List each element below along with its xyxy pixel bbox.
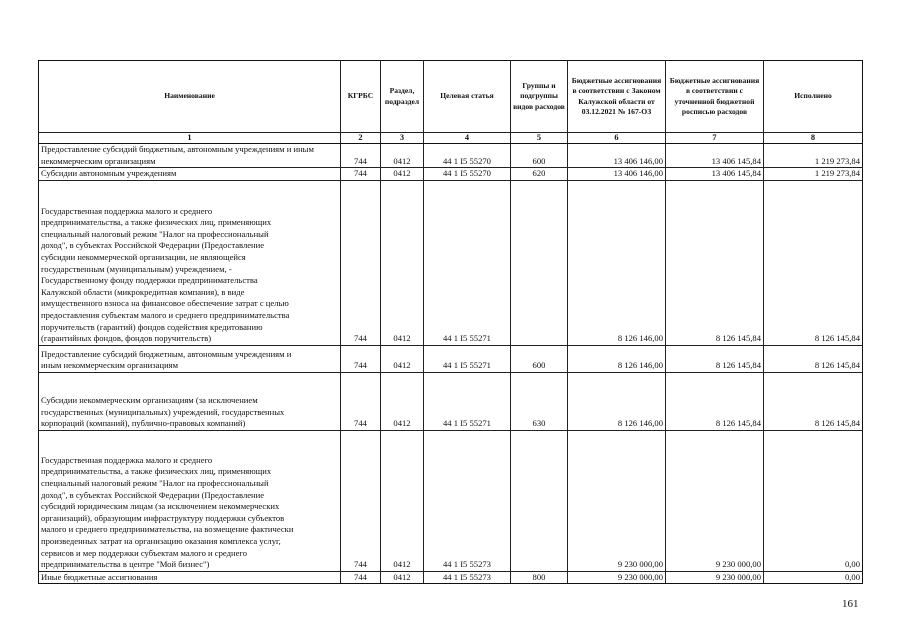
row-law-amount: 8 126 146,00 xyxy=(568,372,666,430)
page-number: 161 xyxy=(842,598,859,610)
column-number: 4 xyxy=(424,133,511,144)
table-row xyxy=(39,571,863,584)
table-row xyxy=(39,180,863,345)
column-header-refined: Бюджетные ассигнования в соответствии с уточненной бюджетной росписью расходов xyxy=(666,61,764,133)
table-row xyxy=(39,168,863,181)
row-law-amount: 13 406 146,00 xyxy=(568,144,666,168)
row-kgrbs: 744 xyxy=(341,168,381,181)
row-refined-amount: 13 406 145,84 xyxy=(666,168,764,181)
row-section: 0412 xyxy=(381,430,424,571)
column-number: 5 xyxy=(511,133,568,144)
column-header-law: Бюджетные ассигнования в соответствии с Законом Калужской области от 03.12.2021 № 167-ОЗ xyxy=(568,61,666,133)
row-name: Предоставление субсидий бюджетным, автономным учреждениям и иным некоммерческим организациям xyxy=(39,345,341,372)
row-done-amount: 0,00 xyxy=(764,430,863,571)
table-row xyxy=(39,372,863,430)
row-target: 44 1 I5 55273 xyxy=(424,571,511,584)
row-kgrbs: 744 xyxy=(341,345,381,372)
column-number: 1 xyxy=(39,133,341,144)
column-header-section: Раздел, подраздел xyxy=(381,61,424,133)
row-name: Государственная поддержка малого и среднего предпринимательства, а также физических лиц, применяющих специальный налоговый режим "Налог на профессиональный доход", в субъектах Российской Федерации (Предоставление субсидии некоммерческой организации, не являющейся государственным (муниципальным) учреждением, - Государственному фонду поддержки предпринимательства Калужской области (микрокредитная компания), в виде имущественного взноса на финансовое обеспечение затрат с целью предоставления субъектам малого и среднего предпринимательства поручительств (гарантий) фондов содействия кредитованию (гарантийных фондов, фондов поручительств) xyxy=(39,180,341,345)
row-kgrbs: 744 xyxy=(341,144,381,168)
row-law-amount: 8 126 146,00 xyxy=(568,180,666,345)
table-row xyxy=(39,345,863,372)
row-kgrbs: 744 xyxy=(341,430,381,571)
row-refined-amount: 8 126 145,84 xyxy=(666,372,764,430)
row-done-amount: 8 126 145,84 xyxy=(764,345,863,372)
table-row xyxy=(39,430,863,571)
column-number: 8 xyxy=(764,133,863,144)
column-header-done: Исполнено xyxy=(764,61,863,133)
row-group: 630 xyxy=(511,372,568,430)
row-refined-amount: 9 230 000,00 xyxy=(666,430,764,571)
row-target: 44 1 I5 55271 xyxy=(424,345,511,372)
row-target: 44 1 I5 55271 xyxy=(424,372,511,430)
row-done-amount: 0,00 xyxy=(764,571,863,584)
row-law-amount: 9 230 000,00 xyxy=(568,571,666,584)
row-name: Государственная поддержка малого и среднего предпринимательства, а также физических лиц, применяющих специальный налоговый режим "Налог на профессиональный доход", в субъектах Российской Федерации (Предоставление субсидий юридическим лицам (за исключением некоммерческих организаций), образующим инфраструктуру поддержки субъектов малого и среднего предпринимательства, на возмещение фактически произведенных затрат на организацию оказания комплекса услуг, сервисов и мер поддержки субъектам малого и среднего предпринимательства в центре "Мой бизнес") xyxy=(39,430,341,571)
row-refined-amount: 13 406 145,84 xyxy=(666,144,764,168)
row-kgrbs: 744 xyxy=(341,571,381,584)
table-header-row xyxy=(39,61,863,133)
column-number: 3 xyxy=(381,133,424,144)
row-law-amount: 13 406 146,00 xyxy=(568,168,666,181)
row-target: 44 1 I5 55270 xyxy=(424,144,511,168)
row-group: 620 xyxy=(511,168,568,181)
column-number: 7 xyxy=(666,133,764,144)
row-target: 44 1 I5 55273 xyxy=(424,430,511,571)
column-header-target: Целевая статья xyxy=(424,61,511,133)
row-name: Иные бюджетные ассигнования xyxy=(39,571,341,584)
row-name: Субсидии некоммерческим организациям (за исключением государственных (муниципальных) учреждений, государственных корпораций (компаний), публично-правовых компаний) xyxy=(39,372,341,430)
column-header-name: Наименование xyxy=(39,61,341,133)
row-group: 600 xyxy=(511,144,568,168)
table-row xyxy=(39,144,863,168)
row-kgrbs: 744 xyxy=(341,180,381,345)
row-section: 0412 xyxy=(381,372,424,430)
row-section: 0412 xyxy=(381,571,424,584)
row-section: 0412 xyxy=(381,345,424,372)
row-law-amount: 9 230 000,00 xyxy=(568,430,666,571)
row-target: 44 1 I5 55271 xyxy=(424,180,511,345)
budget-table xyxy=(38,60,863,584)
row-refined-amount: 8 126 145,84 xyxy=(666,180,764,345)
row-law-amount: 8 126 146,00 xyxy=(568,345,666,372)
column-number: 2 xyxy=(341,133,381,144)
row-section: 0412 xyxy=(381,180,424,345)
row-done-amount: 8 126 145,84 xyxy=(764,372,863,430)
row-kgrbs: 744 xyxy=(341,372,381,430)
column-header-group: Группы и подгруппы видов расходов xyxy=(511,61,568,133)
row-name: Субсидии автономным учреждениям xyxy=(39,168,341,181)
column-number: 6 xyxy=(568,133,666,144)
row-group: 600 xyxy=(511,345,568,372)
row-group xyxy=(511,180,568,345)
row-done-amount: 1 219 273,84 xyxy=(764,168,863,181)
row-section: 0412 xyxy=(381,168,424,181)
row-target: 44 1 I5 55270 xyxy=(424,168,511,181)
row-name: Предоставление субсидий бюджетным, автономным учреждениям и иным некоммерческим организациям xyxy=(39,144,341,168)
row-done-amount: 1 219 273,84 xyxy=(764,144,863,168)
row-refined-amount: 9 230 000,00 xyxy=(666,571,764,584)
row-done-amount: 8 126 145,84 xyxy=(764,180,863,345)
row-group: 800 xyxy=(511,571,568,584)
column-number-row xyxy=(39,133,863,144)
row-refined-amount: 8 126 145,84 xyxy=(666,345,764,372)
row-group xyxy=(511,430,568,571)
row-section: 0412 xyxy=(381,144,424,168)
column-header-kgrbs: КГРБС xyxy=(341,61,381,133)
